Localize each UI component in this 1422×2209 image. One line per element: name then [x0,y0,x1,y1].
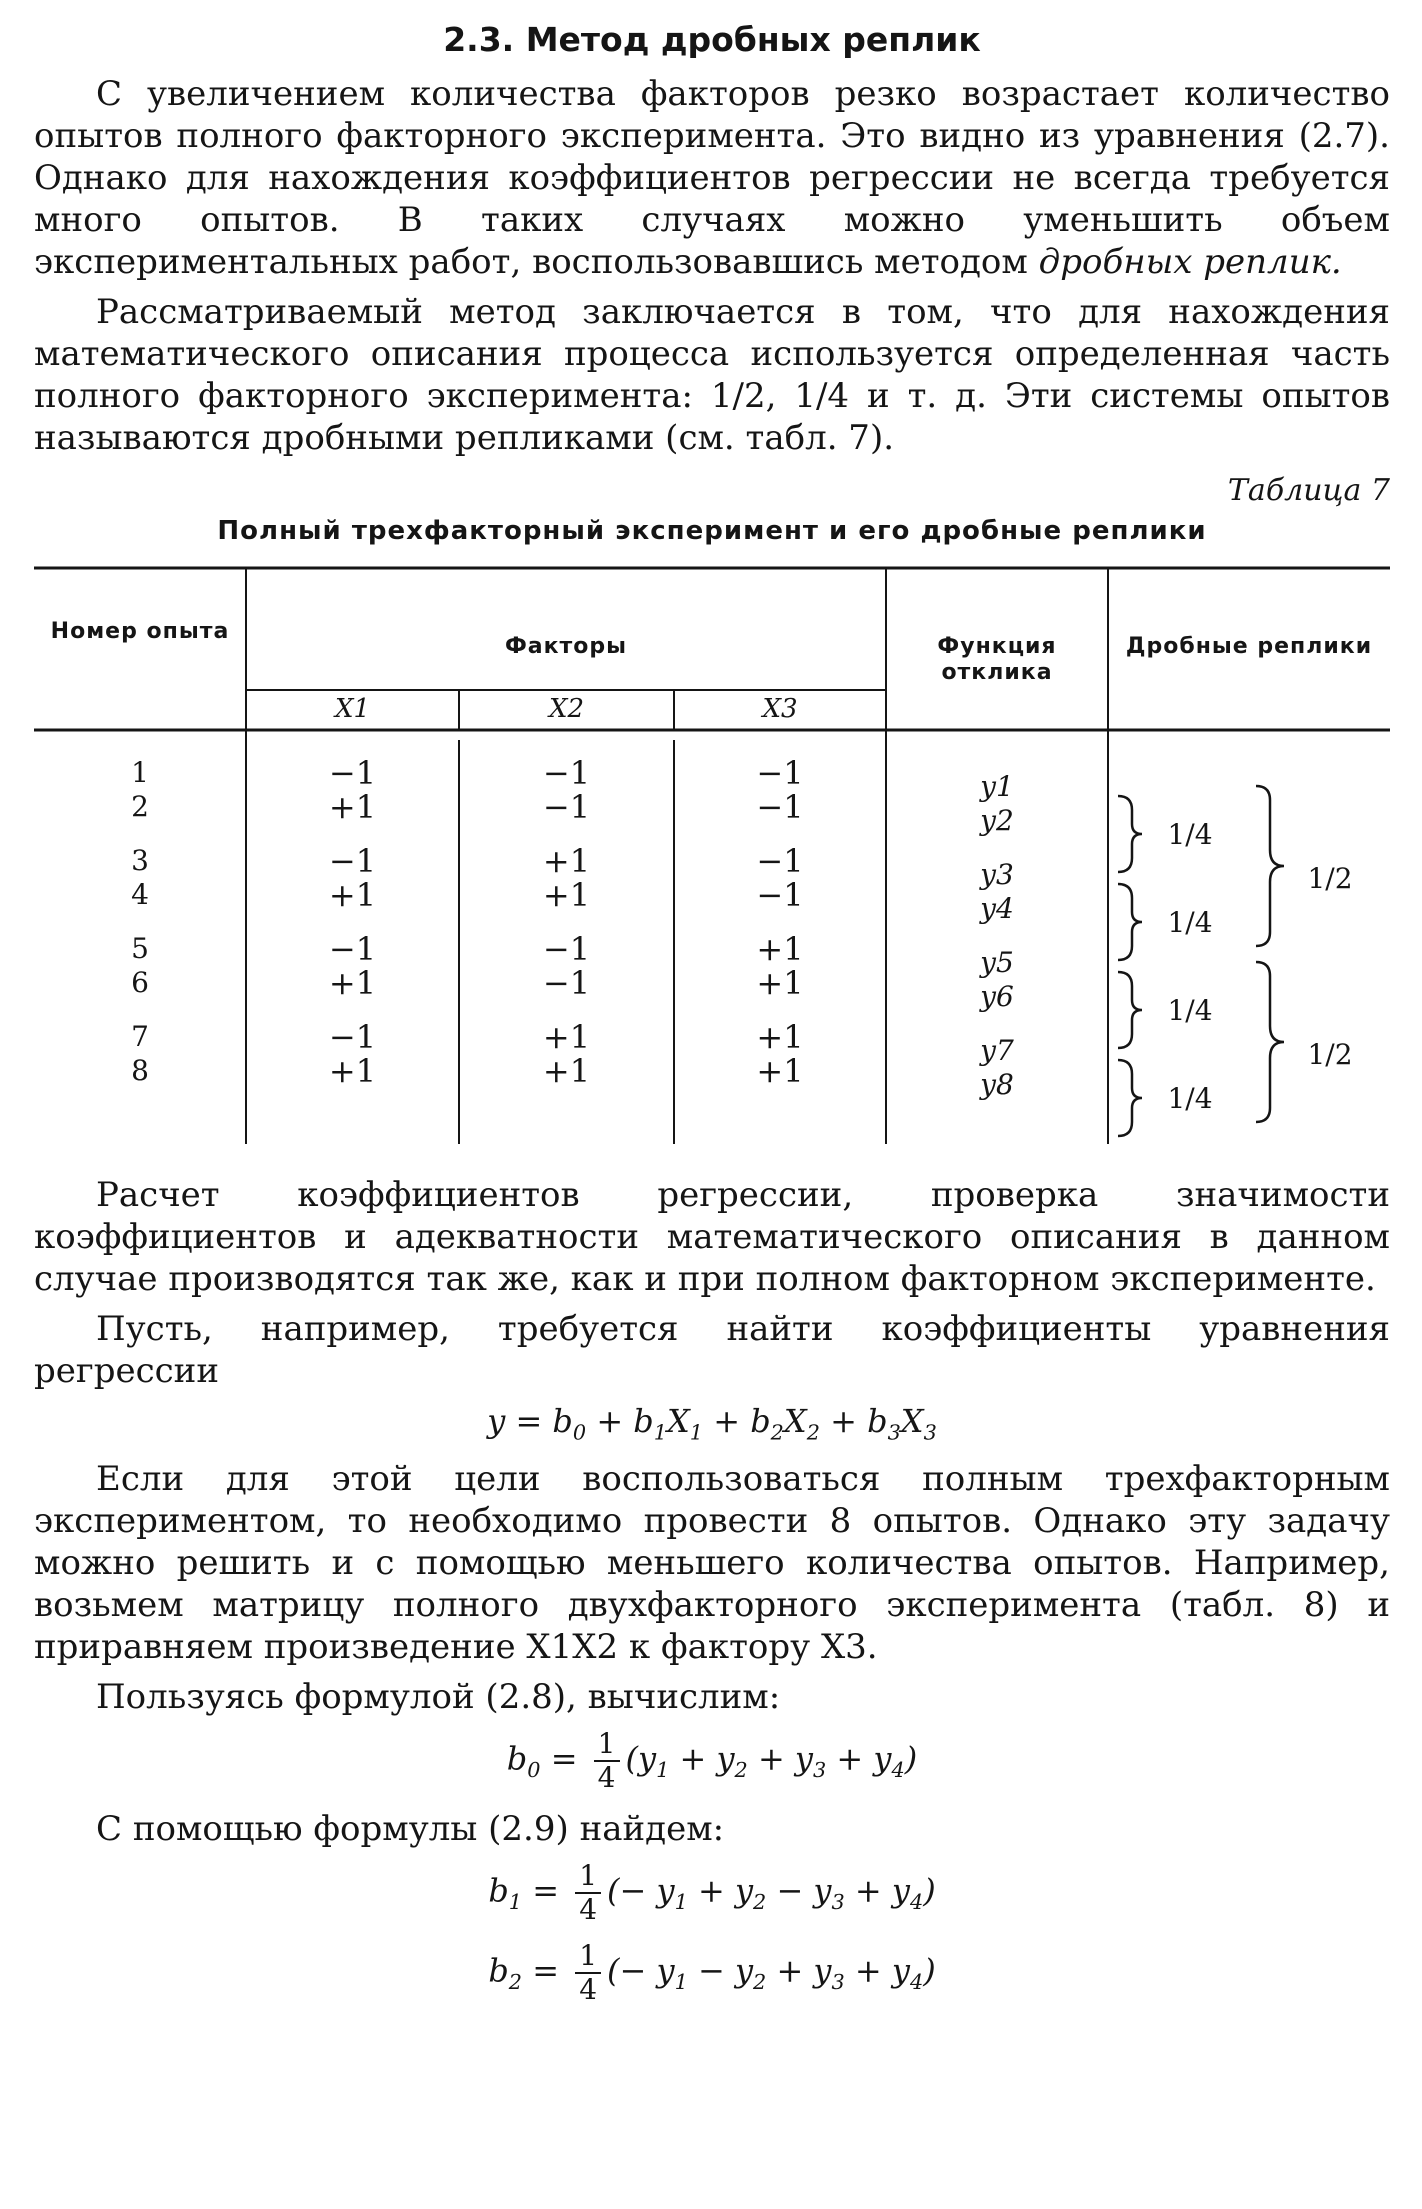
cell-response: y2 [980,804,1014,837]
page [34,20,1390,2020]
fraction: $\frac{1}{4}$ [575,1860,601,1926]
fraction: $\frac{1}{4}$ [575,1940,601,2006]
paragraph-two-factor: Если для этой цели воспользоваться полным трехфакторным экспериментом, то необходимо провести 8 опытов. Однако эту задачу можно решить и с помощью меньшего количества опытов. Например, возьмем матрицу полного двухфакторного эксперимента (табл. 8) и приравняем произведение X1X2 к фактору X3. [34,1459,1390,1668]
paragraph-formula-2-8: Пользуясь формулой (2.8), вычислим: [96,1677,781,1718]
formula-b0: $b_0$ = $\frac{1}{4}$ $(y_1 + y_2 + y_3 + y_4)$ [506,1727,918,1795]
cell-run: 2 [131,790,149,823]
cell-x1: +1 [328,788,377,826]
cell-x2: −1 [542,754,591,792]
cell-run: 8 [131,1054,149,1087]
cell-x2: +1 [542,842,591,880]
section-heading: 2.3. Метод дробных реплик [443,20,981,59]
cell-x3: +1 [756,1018,804,1056]
header-run-number: Номер опыта [50,619,230,644]
fraction: $\frac{1}{4}$ [594,1728,620,1794]
paragraph-calculation: Расчет коэффициентов регрессии, проверка значимости коэффициентов и адекватности математического описания в данном случае производятся так же, как и при полном факторном эксперименте. [34,1175,1390,1299]
header-replicas: Дробные реплики [1125,634,1373,659]
header-x2: X2 [548,694,585,724]
cell-x1: +1 [328,1052,377,1090]
cell-response: y5 [980,946,1014,979]
regression-equation: $y = b_0 + b_1X_1 + b_2X_2 + b_3X_3$ [487,1402,937,1445]
cell-run: 5 [131,932,149,965]
paragraph-method: Рассматриваемый метод заключается в том, что для нахождения математического описания процесса используется определенная часть полного факторного эксперимента: 1/2, 1/4 и т. д. Эти системы опытов называются дробными репликами (см. табл. 7). [34,292,1390,458]
formula-b2: $b_2$ = $\frac{1}{4}$ (− $y_1 - y_2 + y_3 + y_4$) [488,1939,936,2007]
cell-x1: +1 [328,876,377,914]
cell-x2: −1 [542,788,591,826]
cell-x1: +1 [328,964,377,1002]
paragraph-intro [34,73,1390,283]
cell-response: y1 [980,770,1014,803]
cell-x3: +1 [756,1052,804,1090]
cell-x2: +1 [542,876,591,914]
cell-x2: +1 [542,1052,591,1090]
paragraph-intro-italic: дробных реплик. [1038,242,1342,282]
replica-half-label: 1/2 [1307,862,1353,895]
cell-x1: −1 [328,930,377,968]
replica-quarter-label: 1/4 [1167,994,1213,1027]
header-factors: Факторы [504,634,628,659]
header-response: Функция отклика [937,634,1057,685]
table-title: Полный трехфакторный эксперимент и его дробные реплики [217,516,1207,546]
cell-x3: −1 [756,754,804,792]
cell-x3: −1 [756,876,804,914]
cell-run: 7 [131,1020,149,1053]
cell-run: 3 [131,844,149,877]
cell-run: 6 [131,966,149,999]
cell-x2: −1 [542,930,591,968]
replica-quarter-label: 1/4 [1167,1082,1213,1115]
table-label: Таблица 7 [1227,473,1390,508]
cell-x3: −1 [756,842,804,880]
replica-table [34,564,1390,1144]
cell-x1: −1 [328,1018,377,1056]
cell-run: 4 [131,878,149,911]
cell-response: y4 [980,892,1014,925]
cell-response: y8 [980,1068,1014,1101]
cell-x3: −1 [756,788,804,826]
replica-half-label: 1/2 [1307,1038,1353,1071]
paragraph-intro-text: С увеличением количества факторов резко возрастает количество опытов полного факторного эксперимента. Это видно из уравнения (2.7). Однако для нахождения коэффициентов регрессии не всегда требуется много опытов. В таких случаях можно уменьшить объем экспериментальных работ, воспользовавшись методом [34,74,1390,282]
cell-response: y6 [980,980,1014,1013]
header-x1: X1 [334,694,371,724]
cell-x3: +1 [756,930,804,968]
cell-x3: +1 [756,964,804,1002]
paragraph-formula-2-9: С помощью формулы (2.9) найдем: [96,1809,725,1850]
cell-run: 1 [131,756,149,789]
cell-x2: +1 [542,1018,591,1056]
header-x3: X3 [762,694,798,724]
paragraph-example: Пусть, например, требуется найти коэффициенты уравнения регрессии [34,1309,1390,1391]
cell-response: y7 [980,1034,1014,1067]
replica-quarter-label: 1/4 [1167,906,1213,939]
cell-x2: −1 [542,964,591,1002]
cell-x1: −1 [328,842,377,880]
formula-b1: $b_1$ = $\frac{1}{4}$ (− $y_1 + y_2 - y_3 + y_4$) [488,1859,936,1927]
cell-response: y3 [980,858,1014,891]
replica-quarter-label: 1/4 [1167,818,1213,851]
cell-x1: −1 [328,754,377,792]
